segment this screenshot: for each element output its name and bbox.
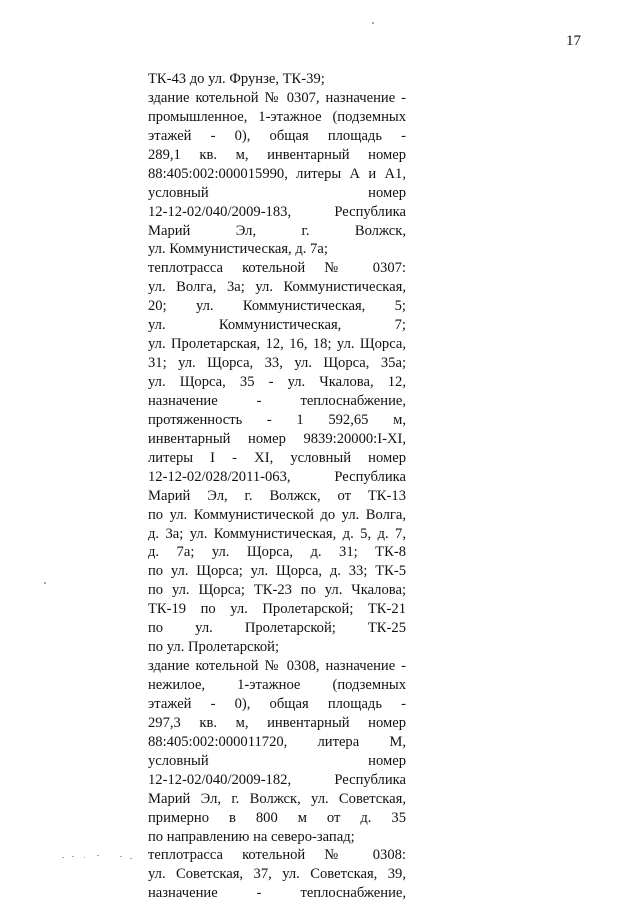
- scan-speck: [120, 856, 122, 857]
- text-line: ТК-43 до ул. Фрунзе, ТК-39;: [148, 71, 325, 87]
- text-line: по ул. Щорса; ТК-23 по ул. Чкалова;: [148, 582, 406, 599]
- text-line: протяженность - 1 592,65 м,: [148, 411, 406, 428]
- text-line: этажей - 0), общая площадь -: [148, 127, 406, 144]
- scan-speck: [97, 855, 99, 856]
- text-line: ТК-19 по ул. Пролетарской; ТК-21: [148, 601, 406, 618]
- text-line: по ул. Пролетарской; ТК-25: [148, 620, 406, 637]
- text-line: ул. Коммунистическая, д. 7а;: [148, 241, 328, 258]
- scan-speck: [44, 582, 46, 584]
- text-line: теплотрасса котельной № 0308:: [148, 847, 406, 864]
- text-line: примерно в 800 м от д. 35: [148, 809, 406, 826]
- text-line: по ул. Щорса; ул. Щорса, д. 33; ТК-5: [148, 563, 406, 580]
- scan-speck: [372, 22, 374, 24]
- text-line: нежилое, 1-этажное (подземных: [148, 677, 406, 693]
- text-line: ул. Щорса, 35 - ул. Чкалова, 12,: [148, 374, 406, 390]
- text-line: здание котельной № 0307, назначение -: [148, 89, 406, 106]
- text-line: ул. Коммунистическая, 7;: [148, 317, 406, 334]
- text-line: по направлению на северо-запад;: [148, 828, 355, 845]
- text-line: Марий Эл, г. Волжск,: [148, 222, 406, 239]
- text-line: назначение - теплоснабжение,: [148, 885, 406, 902]
- text-line: ул. Волга, 3а; ул. Коммунистическая,: [148, 279, 406, 296]
- text-line: Марий Эл, г. Волжск, ул. Советская,: [148, 790, 406, 807]
- text-line: 289,1 кв. м, инвентарный номер: [148, 146, 406, 163]
- scan-speck: [62, 857, 64, 858]
- text-line: этажей - 0), общая площадь -: [148, 695, 406, 712]
- text-line: здание котельной № 0308, назначение -: [148, 658, 406, 675]
- text-line: условный номер: [148, 184, 406, 201]
- page-number: 17: [566, 33, 581, 49]
- text-line: условный номер: [148, 752, 406, 769]
- text-line: 12-12-02/040/2009-183, Республика: [148, 203, 406, 220]
- text-line: д. 3а; ул. Коммунистическая, д. 5, д. 7,: [148, 525, 406, 542]
- text-line: ул. Пролетарская, 12, 16, 18; ул. Щорса,: [148, 336, 406, 353]
- text-line: теплотрасса котельной № 0307:: [148, 260, 406, 277]
- text-line: 12-12-02/040/2009-182, Республика: [148, 771, 406, 788]
- scan-speck: [84, 857, 85, 858]
- text-line: ул. Советская, 37, ул. Советская, 39,: [148, 866, 406, 883]
- text-line: промышленное, 1-этажное (подземных: [148, 108, 406, 125]
- document-body: [148, 70, 406, 903]
- text-line: 20; ул. Коммунистическая, 5;: [148, 298, 406, 315]
- scan-speck: [72, 856, 74, 857]
- text-line: Марий Эл, г. Волжск, от ТК-13: [148, 487, 406, 504]
- text-line: 12-12-02/028/2011-063, Республика: [148, 468, 406, 485]
- text-line: д. 7а; ул. Щорса, д. 31; ТК-8: [148, 544, 406, 561]
- text-line: 88:405:002:000015990, литеры А и А1,: [148, 165, 406, 182]
- text-line: литеры I - XI, условный номер: [148, 449, 406, 466]
- text-line: по ул. Коммунистической до ул. Волга,: [148, 506, 406, 523]
- text-line: назначение - теплоснабжение,: [148, 392, 406, 409]
- text-line: 297,3 кв. м, инвентарный номер: [148, 714, 406, 731]
- text-line: 31; ул. Щорса, 33, ул. Щорса, 35а;: [148, 355, 406, 372]
- scan-speck: [130, 858, 132, 859]
- text-line: 88:405:002:000011720, литера М,: [148, 733, 406, 750]
- text-line: инвентарный номер 9839:20000:I-XI,: [148, 430, 406, 447]
- text-line: по ул. Пролетарской;: [148, 639, 280, 656]
